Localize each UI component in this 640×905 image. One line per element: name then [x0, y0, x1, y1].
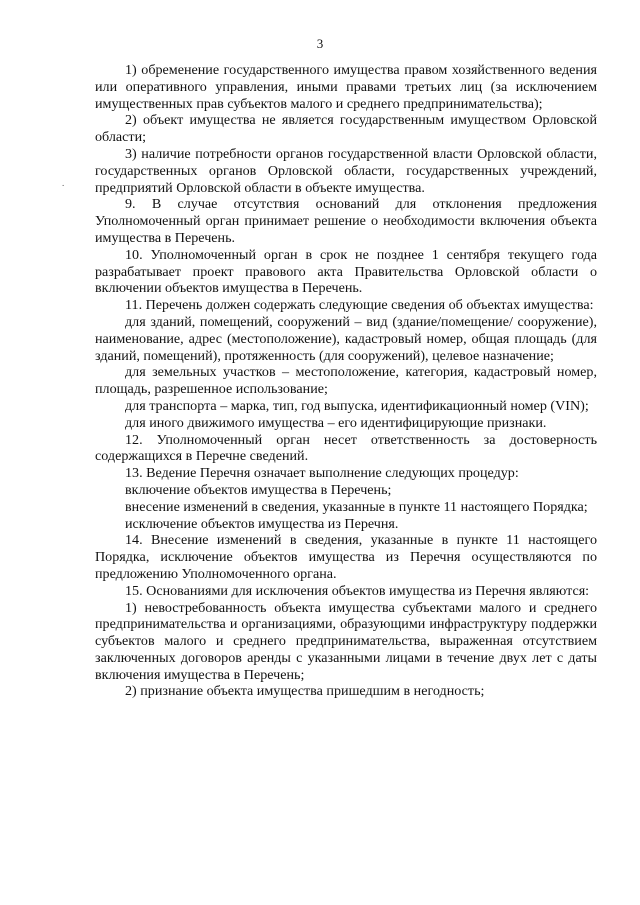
paragraph: 9. В случае отсутствия оснований для отклонения предложения Уполномоченный орган принимает решение о необходимости включения объекта имущества в Перечень.: [95, 196, 597, 246]
paragraph: 1) невостребованность объекта имущества субъектами малого и среднего предпринимательства и организациями, образующими инфраструктуру поддержки субъектов малого и среднего предпринимательства, выраженная отсутствием заключенных договоров аренды с указанными лицами в течение двух лет с даты включения имущества в Перечень;: [95, 599, 597, 683]
paragraph: для иного движимого имущества – его идентифицирующие признаки.: [125, 414, 547, 431]
page-number: 3: [316, 36, 324, 51]
paragraph: 12. Уполномоченный орган несет ответственность за достоверность содержащихся в Перечне сведений.: [95, 431, 597, 465]
paragraph: 2) объект имущества не является государственным имуществом Орловской области;: [95, 112, 597, 146]
paragraph: исключение объектов имущества из Перечня.: [125, 515, 399, 532]
paragraph: 15. Основаниями для исключения объектов имущества из Перечня являются:: [125, 582, 590, 599]
paragraph: 2) признание объекта имущества пришедшим в негодность;: [125, 683, 485, 700]
paragraph: для земельных участков – местоположение, категория, кадастровый номер, площадь, разрешенное использование;: [95, 364, 597, 398]
paragraph: 10. Уполномоченный орган в срок не позднее 1 сентября текущего года разрабатывает проект правового акта Правительства Орловской области о включении объектов имущества в Перечень.: [95, 246, 597, 297]
document-body: [95, 62, 597, 700]
scan-speck: .: [62, 178, 65, 188]
paragraph: внесение изменений в сведения, указанные в пункте 11 настоящего Порядка;: [125, 498, 588, 515]
paragraph: 11. Перечень должен содержать следующие сведения об объектах имущества:: [125, 297, 594, 314]
paragraph: 13. Ведение Перечня означает выполнение следующих процедур:: [125, 465, 519, 482]
paragraph: включение объектов имущества в Перечень;: [125, 481, 392, 498]
paragraph: 1) обременение государственного имущества правом хозяйственного ведения или оперативного управления, иными правами третьих лиц (за исключением имущественных прав субъектов малого и среднего предпринимательства);: [95, 62, 597, 112]
paragraph: для транспорта – марка, тип, год выпуска, идентификационный номер (VIN);: [125, 397, 589, 414]
paragraph: 3) наличие потребности органов государственной власти Орловской области, государственных органов Орловской области, государственных учреждений, предприятий Орловской области в объекте имущества.: [95, 145, 597, 196]
paragraph: для зданий, помещений, сооружений – вид (здание/помещение/ сооружение), наименование, адрес (местоположение), кадастровый номер, общая площадь (для зданий, помещений), протяженность (для сооружений), целевое назначение;: [95, 313, 597, 364]
paragraph: 14. Внесение изменений в сведения, указанные в пункте 11 настоящего Порядка, исключение объектов имущества из Перечня осуществляются по предложению Уполномоченного органа.: [95, 532, 597, 582]
